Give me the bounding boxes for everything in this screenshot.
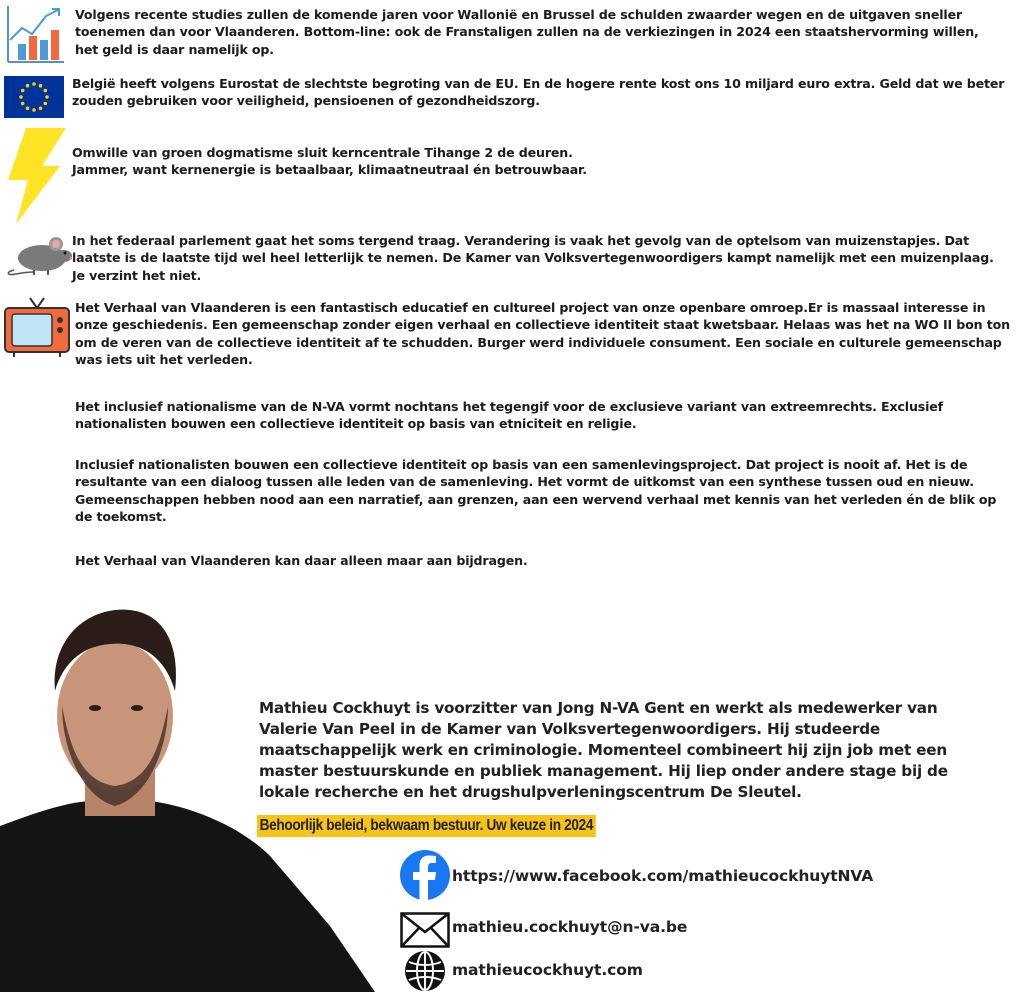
- body-paragraph: Het inclusief nationalisme van de N-VA vormt nochtans het tegengif voor de exclusieve variant van extreemrechts. Exclusief nationalisten bouwen een collectieve identiteit op basis van etniciteit en religie.: [75, 399, 943, 432]
- slogan-banner: Behoorlijk beleid, bekwaam bestuur. Uw keuze in 2024: [257, 815, 596, 837]
- item-text: Volgens recente studies zullen de komende jaren voor Wallonië en Brussel de schulden zwaarder wegen en de uitgaven sneller toenemen dan voor Vlaanderen. Bottom-line: ook de Franstaligen zullen na de verkiezingen in 2024 een staatshervorming willen, het geld is daar namelijk op.: [75, 7, 979, 57]
- lightning-icon: [2, 128, 68, 224]
- email-icon: [400, 912, 450, 948]
- facebook-link[interactable]: https://www.facebook.com/mathieucockhuytNVA: [452, 867, 874, 885]
- eu-flag-icon: [4, 76, 64, 118]
- author-bio: Mathieu Cockhuyt is voorzitter van Jong N-VA Gent en werkt als medewerker van Valerie Van Peel in de Kamer van Volksvertegenwoordigers. Hij studeerde maatschappelijk werk en criminologie. Momenteel combineert hij zijn job met een master bestuurskunde en publiek management. Hij liep onder andere stage bij de lokale recherche en het drugshulpverleningscentrum De Sleutel.: [259, 699, 948, 801]
- tv-icon: [4, 296, 70, 358]
- website-link[interactable]: mathieucockhuyt.com: [452, 961, 643, 979]
- item-text: Omwille van groen dogmatisme sluit kerncentrale Tihange 2 de deuren.: [72, 145, 573, 160]
- body-paragraph: Het Verhaal van Vlaanderen kan daar alleen maar aan bijdragen.: [75, 553, 528, 568]
- mouse-icon: [4, 234, 72, 276]
- body-paragraph: Inclusief nationalisten bouwen een collectieve identiteit op basis van een samenlevingsproject. Dat project is nooit af. Het is de resultante van een dialoog tussen alle leden van de samenleving. Het vormt de uitkomst van een synthese tussen oud en nieuw. Gemeenschappen hebben nood aan een narratief, aan grenzen, aan een wervend verhaal met kennis van het verleden én de blik op de toekomst.: [75, 457, 997, 524]
- email-link[interactable]: mathieu.cockhuyt@n-va.be: [452, 918, 688, 936]
- item-text: Jammer, want kernenergie is betaalbaar, klimaatneutraal én betrouwbaar.: [72, 162, 587, 177]
- item-text: België heeft volgens Eurostat de slechtste begroting van de EU. En de hogere rente kost ons 10 miljard euro extra. Geld dat we beter zouden gebruiken voor veiligheid, pensioenen of gezondheidszorg.: [72, 76, 1005, 109]
- item-text: Het Verhaal van Vlaanderen is een fantastisch educatief en cultureel project van onze openbare omroep.Er is massaal interesse in onze geschiedenis. Een gemeenschap zonder eigen verhaal en collectieve identiteit staat kwetsbaar. Helaas was het na WO II bon ton om de veren van de collectieve identiteit af te schudden. Burger werd individuele consument. Een sociale en culturele gemeenschap was iets uit het verleden.: [75, 300, 1010, 367]
- chart-icon: [4, 4, 66, 64]
- item-text: In het federaal parlement gaat het soms tergend traag. Verandering is vaak het gevolg van de optelsom van muizenstapjes. Dat laatste is de laatste tijd wel heel letterlijk te nemen. De Kamer van Volksvertegenwoordigers kampt namelijk met een muizenplaag. Je verzint het niet.: [72, 233, 994, 283]
- globe-icon: [404, 950, 446, 992]
- facebook-icon[interactable]: [399, 849, 451, 901]
